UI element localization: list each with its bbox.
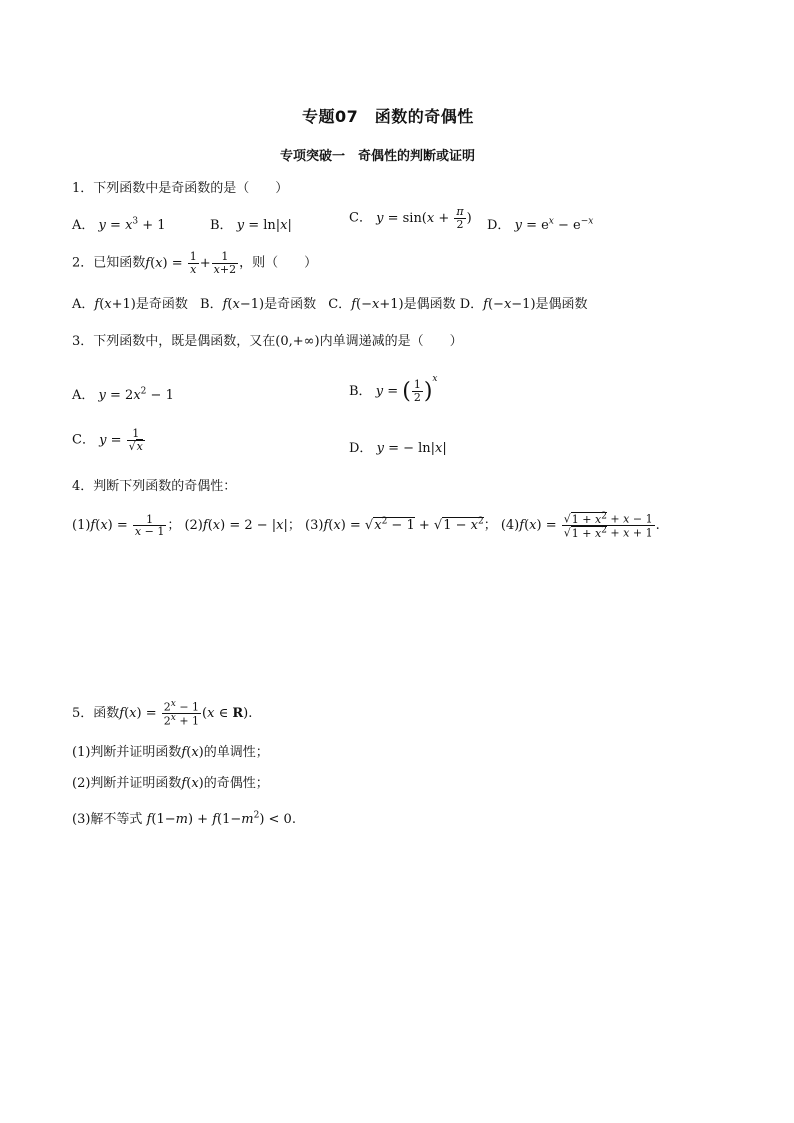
question-3-stem <box>72 330 463 349</box>
q3-stem-suffix: 内单调递减的是（ ） <box>319 334 463 349</box>
q1-option-b-expr: y = ln|x| <box>236 218 292 233</box>
q2-option-d: D．f(−x−1)是偶函数 <box>459 297 588 312</box>
q3-option-a-label: A． <box>72 388 95 403</box>
question-5-stem <box>72 700 252 727</box>
q5-stem-prefix: 5．函数 <box>72 706 120 722</box>
q1-option-d <box>487 214 593 233</box>
question-2-stem <box>72 251 317 275</box>
q5-stem-suffix: . <box>248 706 253 722</box>
q3-option-a <box>72 384 174 403</box>
page-title: 专题07 函数的奇偶性 <box>302 107 474 126</box>
q5-part-2: (2)判断并证明函数f(x)的奇偶性； <box>72 776 269 791</box>
q1-option-a <box>72 214 166 233</box>
q1-option-c <box>349 206 472 230</box>
q3-option-d-label: D． <box>349 441 373 456</box>
q1-option-c-expr: y = sin(x + $\frac{\pi}{2}$ ) <box>376 205 472 231</box>
q1-option-d-label: D． <box>487 218 511 233</box>
q2-option-b: B．f(x−1)是奇函数 <box>200 297 317 312</box>
q4-part-4: (4)f(x) = $\frac{√1 + x^2 + x - 1}{√1 + x^2 + x + 1}$ <box>500 511 653 540</box>
q2-function-expr: f(x) = $\frac{1}{x}$ + $\frac{1}{x+2}$ <box>145 250 237 276</box>
q4-parts-row: (1)f(x) = $\frac{1}{x - 1}$ ； (2)f(x) = 2 − |x|； $(3)f(x) = √x^2 - 1 + √1 - x^2$； (4)f(x) = $\frac{√1 + x^2 + x - 1}{√1 + x^2 + x + 1}$ . <box>72 511 660 540</box>
q5-part-3: (3)解不等式 $f(1-m) + f(1-m^2) < 0$. <box>72 810 296 827</box>
q3-option-c-expr: y = $\frac{1}{√x}$ <box>99 427 143 453</box>
q3-option-d <box>349 437 447 456</box>
q3-option-b-label: B． <box>349 384 372 399</box>
q5-part-1: (1)判断并证明函数f(x)的单调性； <box>72 745 269 760</box>
q1-option-d-expr: $y = e^x - e^{-x}$ <box>514 216 594 233</box>
q3-option-c-label: C． <box>72 432 95 448</box>
q1-option-c-label: C． <box>349 210 372 226</box>
section-subtitle: 专项突破一 奇偶性的判断或证明 <box>280 149 476 164</box>
q5-function-expr: f(x) = $\frac{2^x - 1}{2^x + 1}$ (x ∈ R) <box>119 699 249 728</box>
question-4-stem: 4．判断下列函数的奇偶性： <box>72 479 237 494</box>
q2-options-row <box>72 293 588 312</box>
q2-option-c: C．f(−x+1)是偶函数 <box>328 297 456 312</box>
q4-part-3: $(3)f(x) = √x^2 - 1 + √1 - x^2$ <box>305 516 484 534</box>
q4-part-1: (1)f(x) = $\frac{1}{x - 1}$ <box>72 512 165 539</box>
q3-option-c <box>72 428 146 452</box>
q1-option-a-expr: $y = x^3 + 1$ <box>98 216 166 233</box>
q2-stem-suffix: ，则（ ） <box>239 255 318 271</box>
q4-part-2: (2)f(x) = 2 − |x| <box>184 518 288 534</box>
q3-option-d-expr: y = − ln|x| <box>376 441 447 456</box>
q1-option-b-label: B． <box>210 218 233 233</box>
q3-option-a-expr: $y = 2x^2 - 1$ <box>98 386 174 403</box>
question-1-stem: 1．下列函数中是奇函数的是（ ） <box>72 181 289 196</box>
q2-option-a: A．f(x+1)是奇函数 <box>72 297 188 312</box>
q3-stem-prefix: 3．下列函数中，既是偶函数，又在 <box>72 334 276 349</box>
q3-option-b <box>349 374 438 404</box>
q1-option-b <box>210 214 292 233</box>
q3-interval: (0,+∞) <box>275 334 320 349</box>
q3-option-b-expr: y = ( $\frac{1}{2}$ )$^x$ <box>375 374 438 404</box>
q2-stem-prefix: 2．已知函数 <box>72 255 146 271</box>
q1-option-a-label: A． <box>72 218 95 233</box>
